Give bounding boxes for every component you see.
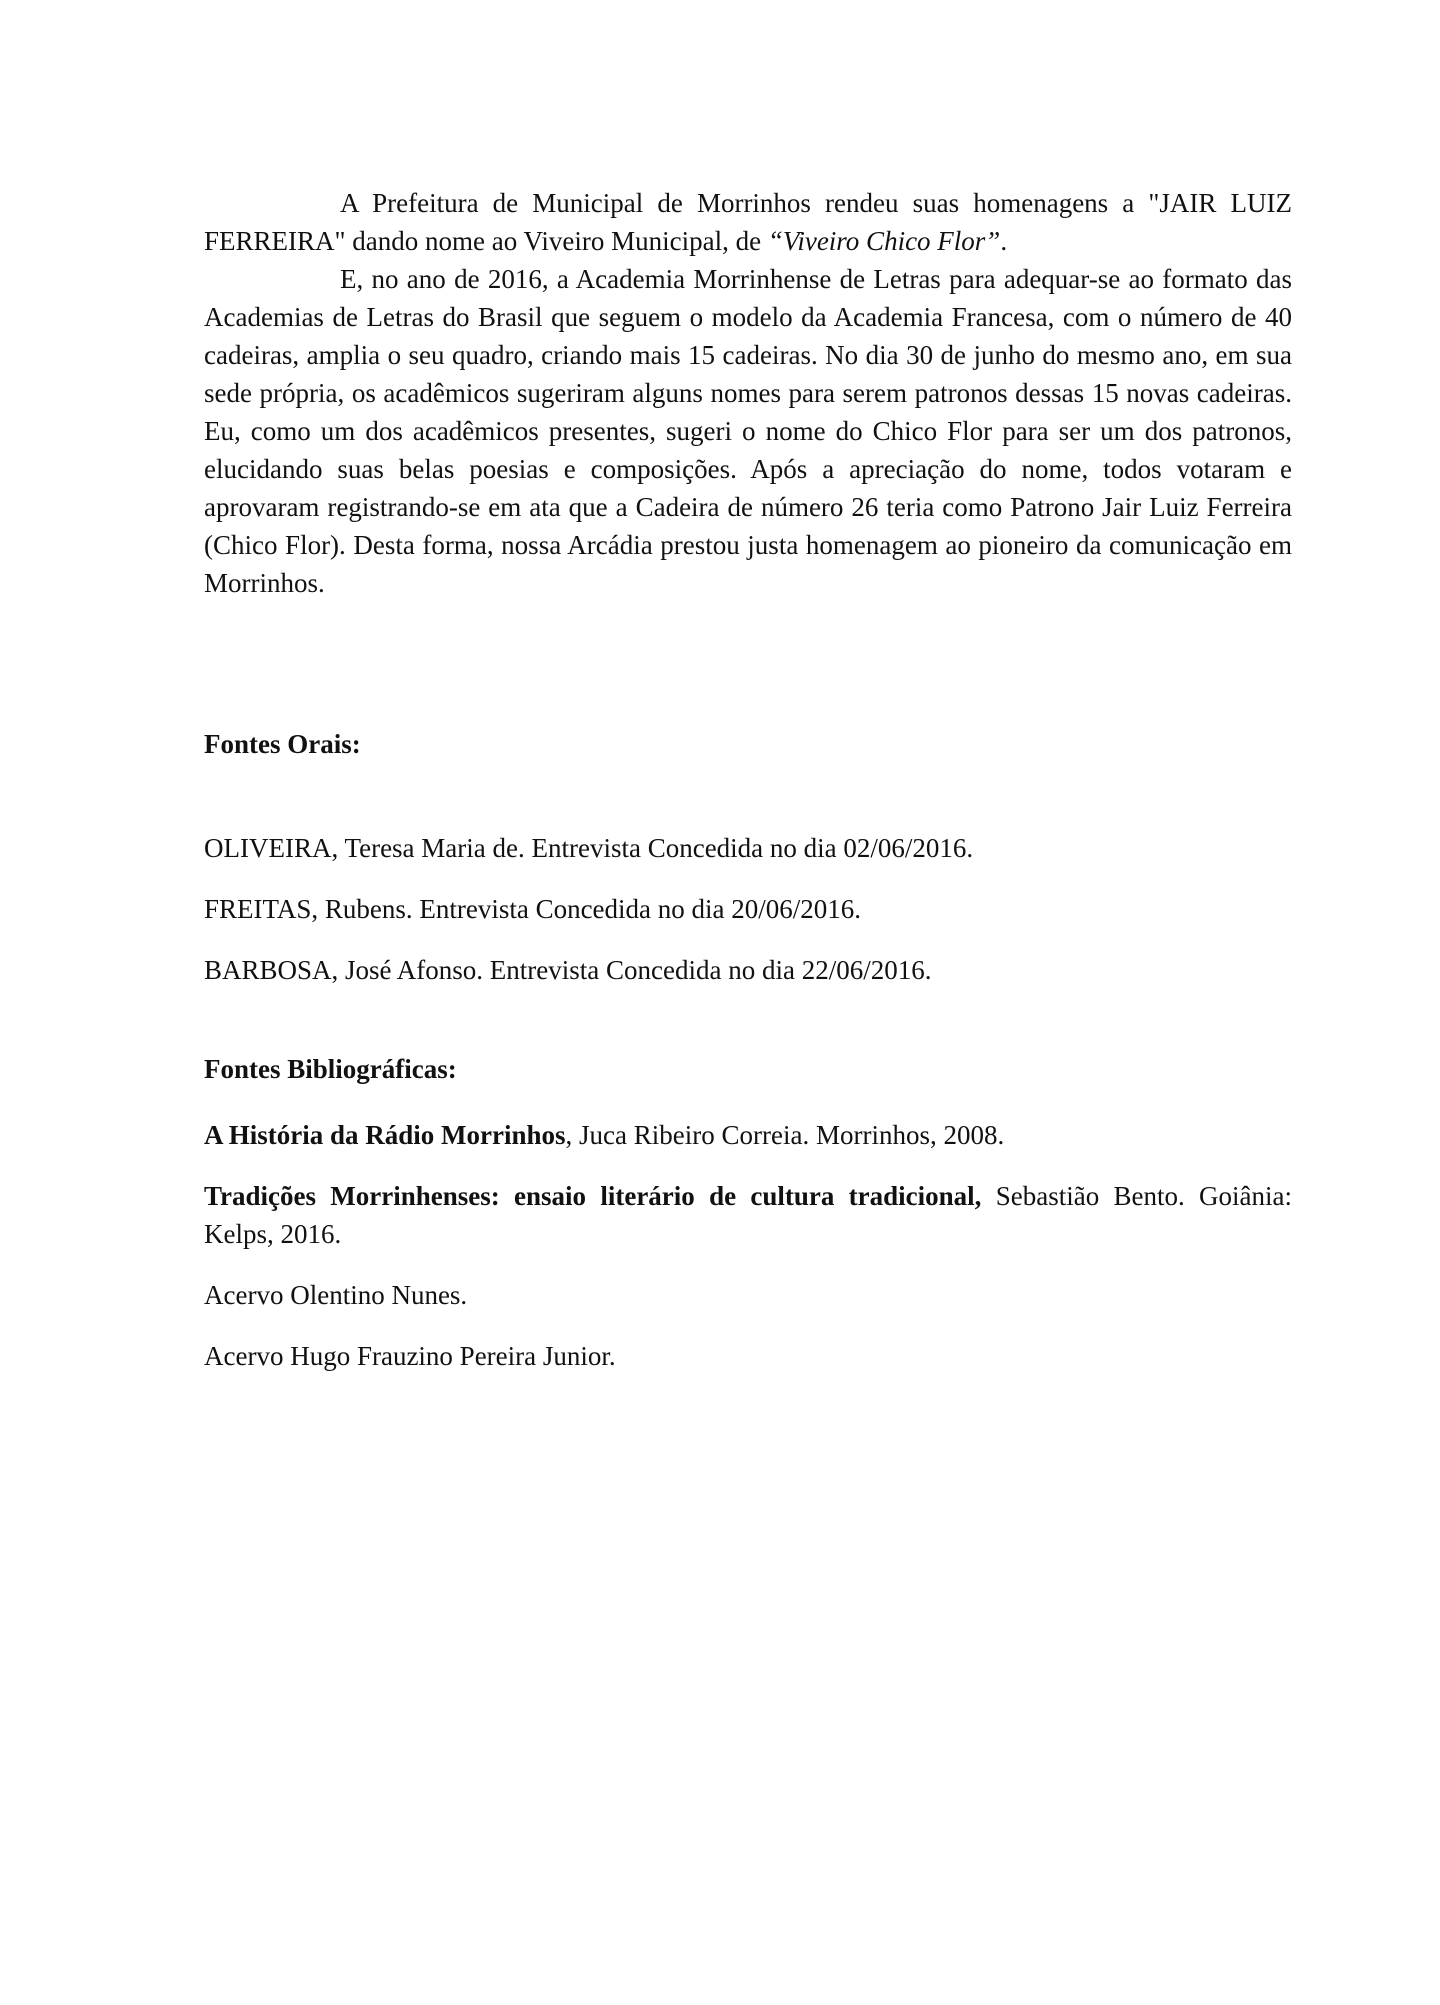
heading-bibliographic-sources: Fontes Bibliográficas: xyxy=(204,1054,457,1084)
heading-oral-sources: Fontes Orais: xyxy=(204,729,361,759)
paragraph-1-end: . xyxy=(1000,226,1008,256)
spacer xyxy=(204,989,1292,1050)
bibliographic-item xyxy=(204,1116,1292,1154)
document-page xyxy=(204,184,1292,1375)
paragraph-1-text: A Prefeitura de Municipal de Morrinhos rendeu suas homenagens a "JAIR LUIZ FERREIRA" dando nome ao Viveiro Municipal, de xyxy=(204,188,1292,256)
spacer xyxy=(204,1314,1292,1337)
spacer xyxy=(204,928,1292,951)
spacer xyxy=(204,867,1292,890)
paragraph-homage-viveiro xyxy=(204,184,1292,260)
paragraph-1-italic: “Viveiro Chico Flor” xyxy=(767,226,1001,256)
bibliographic-item-title: Tradições Morrinhenses: ensaio literário de cultura tradicional, xyxy=(204,1181,982,1211)
spacer xyxy=(204,1253,1292,1276)
oral-source-item: OLIVEIRA, Teresa Maria de. Entrevista Concedida no dia 02/06/2016. xyxy=(204,833,974,863)
bibliographic-item-title: A História da Rádio Morrinhos xyxy=(204,1120,566,1150)
bibliographic-item-details: Acervo Olentino Nunes. xyxy=(204,1280,468,1310)
paragraph-academia: E, no ano de 2016, a Academia Morrinhense de Letras para adequar-se ao formato das Academias de Letras do Brasil que seguem o modelo da Academia Francesa, com o número de 40 cadeiras, amplia o seu quadro, criando mais 15 cadeiras. No dia 30 de junho do mesmo ano, em sua sede própria, os acadêmicos sugeriram alguns nomes para serem patronos dessas 15 novas cadeiras. Eu, como um dos acadêmicos presentes, sugeri o nome do Chico Flor para ser um dos patronos, elucidando suas belas poesias e composições. Após a apreciação do nome, todos votaram e aprovaram registrando-se em ata que a Cadeira de número 26 teria como Patrono Jair Luiz Ferreira (Chico Flor). Desta forma, nossa Arcádia prestou justa homenagem ao pioneiro da comunicação em Morrinhos. xyxy=(204,264,1292,598)
spacer xyxy=(204,1088,1292,1116)
bibliographic-item-details: , Juca Ribeiro Correia. Morrinhos, 2008. xyxy=(565,1120,1005,1150)
spacer xyxy=(204,602,1292,725)
oral-source-item: FREITAS, Rubens. Entrevista Concedida no dia 20/06/2016. xyxy=(204,894,862,924)
bibliographic-item-details: Sebastião Bento. Goiânia: Kelps, 2016. xyxy=(204,1181,1292,1249)
spacer xyxy=(204,763,1292,829)
bibliographic-item xyxy=(204,1276,1292,1314)
bibliographic-item-details: Acervo Hugo Frauzino Pereira Junior. xyxy=(204,1341,616,1371)
oral-source-item: BARBOSA, José Afonso. Entrevista Concedida no dia 22/06/2016. xyxy=(204,955,932,985)
bibliographic-item xyxy=(204,1337,1292,1375)
bibliographic-item xyxy=(204,1177,1292,1253)
spacer xyxy=(204,1154,1292,1177)
